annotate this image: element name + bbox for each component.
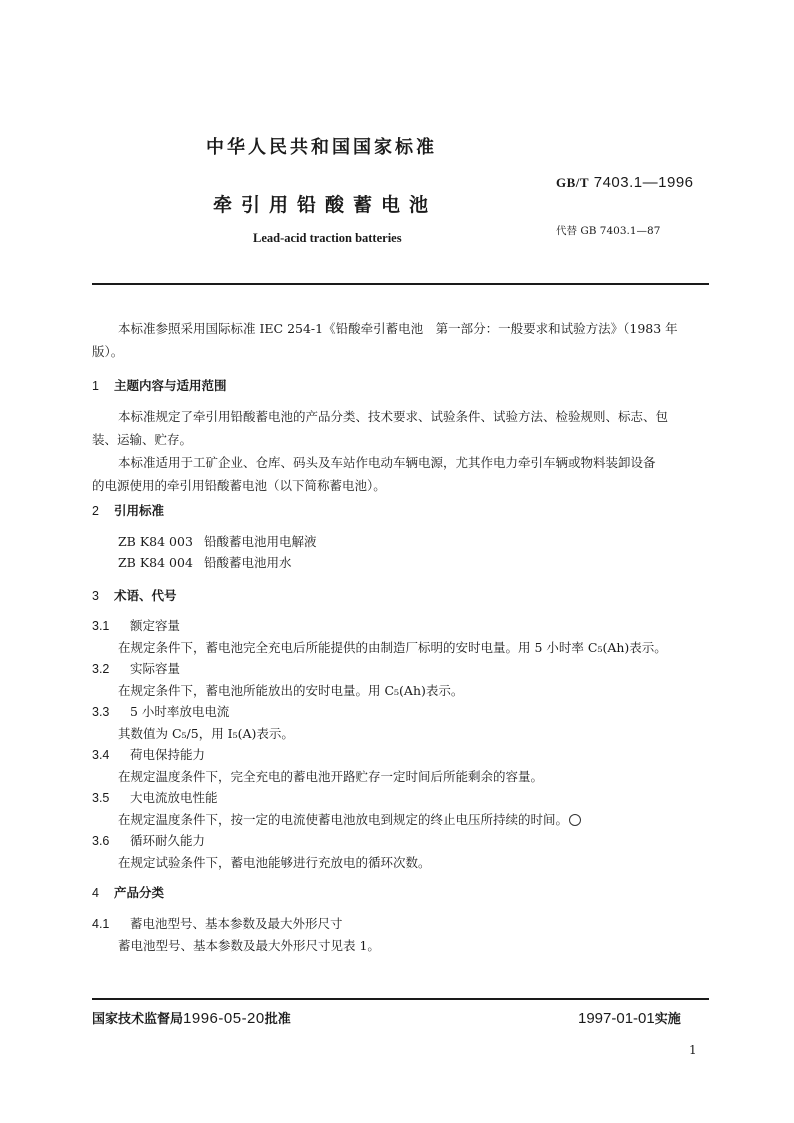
clause-3-5-text: 在规定温度条件下，按一定的电流使蓄电池放电到规定的终止电压所持续的时间。 [118,812,569,827]
approval-label: 批准 [264,1012,291,1027]
clause-title: 5 小时率放电电流 [130,704,230,719]
clause-title: 蓄电池型号、基本参数及最大外形尺寸 [130,916,343,931]
clause-number: 3.2 [92,662,110,676]
clause-title: 额定容量 [130,618,181,633]
section-3-number: 3 [92,589,99,603]
clause-3-4-heading [92,743,205,767]
section-4-heading [92,881,164,905]
title-chinese: 牵引用铅酸蓄电池 [213,194,438,216]
approval-date: 1996-05-20 [183,1010,265,1027]
section-2-number: 2 [92,504,99,518]
reference-code: ZB K84 004 [118,555,193,570]
reference-code: ZB K84 003 [118,534,193,549]
clause-3-2-text: 在规定条件下，蓄电池所能放出的安时电量。用 C₅(Ah)表示。 [118,683,464,698]
s1-para1-line2: 装、运输、贮存。 [92,432,193,447]
standard-number [556,174,694,191]
reference-item [118,551,292,574]
clause-title: 荷电保持能力 [130,747,206,762]
intro-line-2: 版）。 [92,344,124,359]
footer-divider [92,998,709,1000]
issuer: 国家技术监督局 [92,1012,184,1027]
section-3-heading [92,584,177,608]
header-divider [92,283,709,285]
s1-para1-line1: 本标准规定了牵引用铅酸蓄电池的产品分类、技术要求、试验条件、试验方法、检验规则、标志、包 [118,409,669,424]
clause-3-1-text: 在规定条件下，蓄电池完全充电后所能提供的由制造厂标明的安时电量。用 5 小时率 C₅(Ah)表示。 [118,640,667,655]
s1-para2-line2: 的电源使用的牵引用铅酸蓄电池（以下简称蓄电池）。 [92,478,386,493]
reference-name: 铅酸蓄电池用水 [204,555,292,570]
page-number: 1 [689,1043,697,1057]
section-2-heading [92,499,164,523]
section-2-title: 引用标准 [114,503,165,518]
clause-title: 实际容量 [130,661,181,676]
title-english: Lead-acid traction batteries [253,231,402,245]
clause-4-1-heading [92,912,343,936]
section-1-title: 主题内容与适用范围 [114,378,227,393]
clause-number: 3.3 [92,705,110,719]
clause-3-3-heading [92,700,229,724]
clause-number: 3.4 [92,748,110,762]
clause-number: 3.6 [92,834,110,848]
clause-number: 4.1 [92,917,110,931]
replaces-note: 代替 GB 7403.1—87 [556,225,661,237]
approval-line [92,1008,291,1027]
clause-3-4-text: 在规定温度条件下，完全充电的蓄电池开路贮存一定时间后所能剩余的容量。 [118,769,544,784]
clause-3-2-heading [92,657,180,681]
clause-4-1-text: 蓄电池型号、基本参数及最大外形尺寸见表 1。 [118,938,380,953]
section-1-heading [92,374,227,398]
clause-3-3-text: 其数值为 C₅/5，用 I₅(A)表示。 [118,726,294,741]
section-1-number: 1 [92,379,99,393]
clause-3-6-text: 在规定试验条件下，蓄电池能够进行充放电的循环次数。 [118,855,431,870]
clause-3-6-heading [92,829,205,853]
section-4-title: 产品分类 [114,885,165,900]
implementation-date: 1997-01-01 [578,1010,655,1027]
clause-3-5-heading [92,786,218,810]
national-standard-heading: 中华人民共和国国家标准 [206,137,437,158]
clause-3-1-heading [92,614,180,638]
reference-name: 铅酸蓄电池用电解液 [204,534,317,549]
reference-item [118,530,317,553]
section-3-title: 术语、代号 [114,588,177,603]
clause-title: 大电流放电性能 [130,790,218,805]
standard-code: 7403.1—1996 [593,174,694,191]
clause-3-5-line [118,808,581,831]
clause-title: 循环耐久能力 [130,833,206,848]
scan-mark-icon [569,814,581,826]
standard-prefix: GB/T [556,175,590,190]
implementation-label: 实施 [654,1012,681,1027]
section-4-number: 4 [92,886,99,900]
implementation-line [578,1008,681,1027]
s1-para2-line1: 本标准适用于工矿企业、仓库、码头及车站作电动车辆电源，尤其作电力牵引车辆或物料装卸设备 [118,455,656,470]
clause-number: 3.5 [92,791,110,805]
intro-line-1: 本标准参照采用国际标准 IEC 254-1《铅酸牵引蓄电池 第一部分：一般要求和试验方法》（1983 年 [118,321,678,336]
clause-number: 3.1 [92,619,110,633]
